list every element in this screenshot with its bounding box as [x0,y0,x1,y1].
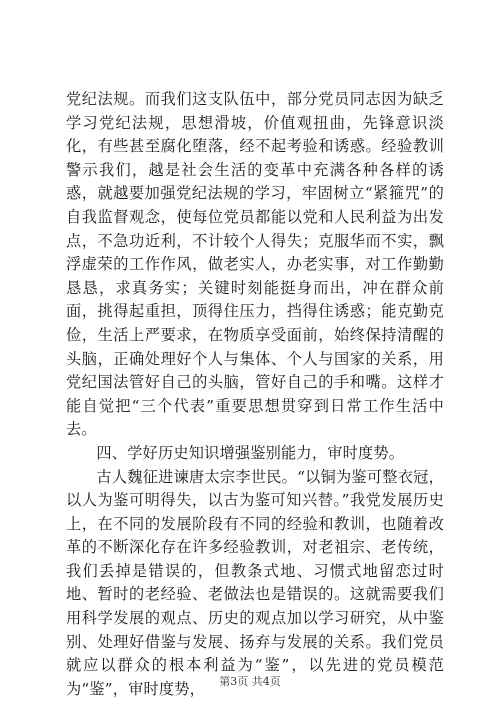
body-paragraph: 古人魏征进谏唐太宗李世民。“以铜为鉴可整衣冠，以人为鉴可明得失，以古为鉴可知兴替。”我党发展历史上，在不同的发展阶段有不同的经验和教训，也随着改革的不断深化存在许多经验教训，对老祖宗、老传统，我们丢掉是错误的，但教条式地、习惯式地留恋过时地、暂时的老经验、老做法也是错误的。这就需要我们用科学发展的观点、历史的观点加以学习研究，从中鉴别、处理好借鉴与发展、扬弃与发展的关系。我们党员就应以群众的根本利益为“鉴”，以先进的党员模范为“鉴”，审时度势， [66,467,444,698]
body-paragraph: 党纪法规。而我们这支队伍中，部分党员同志因为缺乏学习党纪法规，思想滑坡，价值观扭曲，先锋意识淡化，有些甚至腐化堕落，经不起考验和诱惑。经验教训警示我们，越是社会生活的变革中充满各种各样的诱惑，就越要加强党纪法规的学习，牢固树立“紧箍咒”的自我监督观念，使每位党员都能以党和人民利益为出发点，不急功近利，不计较个人得失；克服华而不实，飘浮虚荣的工作作风，做老实人，办老实事，对工作勤勤恳恳，求真务实；关键时刻能挺身而出，冲在群众前面，挑得起重担，顶得住压力，挡得住诱惑；能克勤克俭，生活上严要求，在物质享受面前，始终保持清醒的头脑，正确处理好个人与集体、个人与国家的关系，用党纪国法管好自己的头脑，管好自己的手和嘴。这样才能自觉把“三个代表”重要思想贯穿到日常工作生活中去。 [66,90,444,439]
document-body [66,88,444,701]
page-number-footer: 第3页 共4页 [219,675,281,688]
section-heading: 四、学好历史知识增强鉴别能力，审时度势。 [96,443,405,462]
